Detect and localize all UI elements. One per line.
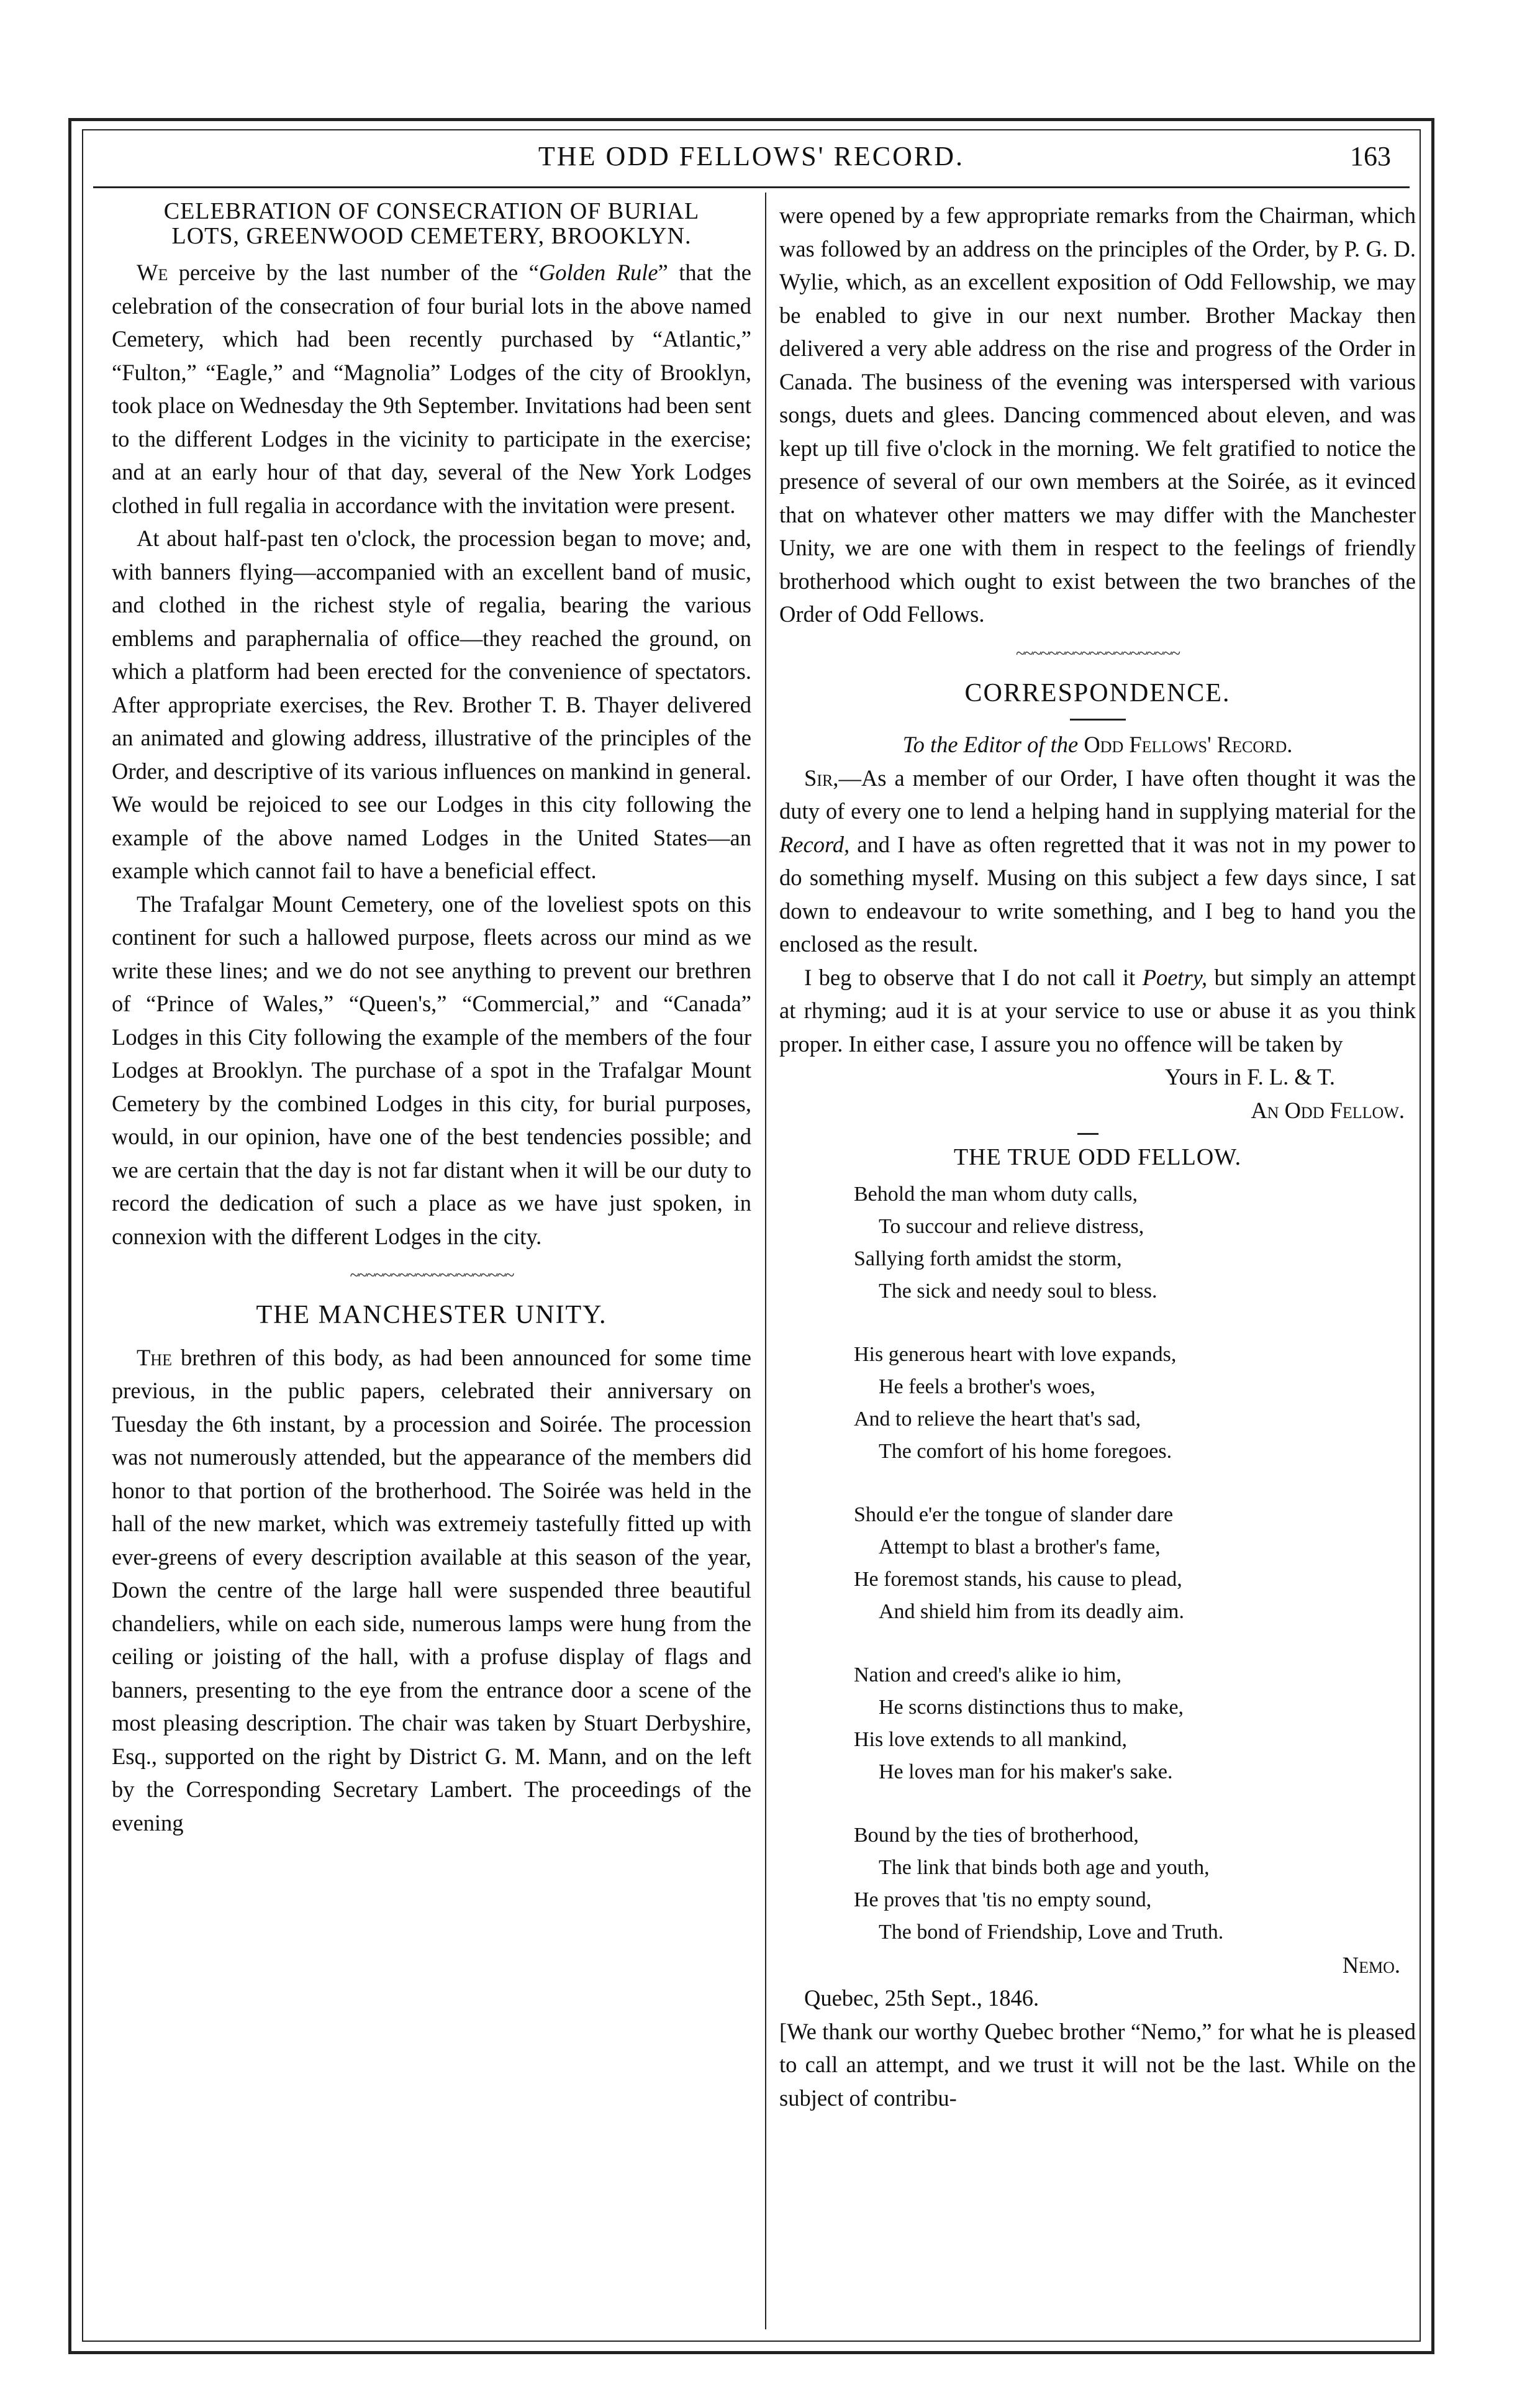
burial-paragraph-1: We perceive by the last number of the “Golden Rule” that the celebration of the consecration of four burial lots in the above named Cemetery, which had been recently purchased by “Atlantic,” “Fulton,” “Eagle,” and “Magnolia” Lodges of the city of Brooklyn, took place on Wednesday the 9th September. Invitations had been sent to the different Lodges in the vicinity to participate in the exercise; and at an early hour of that day, several of the New York Lodges clothed in full regalia in accordance with the invitation were present. xyxy=(112,260,751,518)
poem-stanza xyxy=(854,1819,1416,1949)
poem xyxy=(854,1178,1416,1949)
poem-line: Attempt to blast a brother's fame, xyxy=(879,1535,1161,1558)
poem-line: He loves man for his maker's sake. xyxy=(879,1760,1173,1783)
heading-rule xyxy=(1070,719,1126,721)
separator-rule xyxy=(1077,1133,1098,1135)
poem-line: To succour and relieve distress, xyxy=(879,1214,1144,1238)
manchester-continued: were opened by a few appropriate remarks from the Chairman, which was followed by an address on the principles of the Order, by P. G. D. Wylie, which, as an excellent exposition of Odd Fellowship, we may be enabled to give in our next number. Brother Mackay then delivered a very able address on the rise and progress of the Order in Canada. The business of the evening was interspersed with various songs, duets and glees. Dancing commenced about eleven, and was kept up till five o'clock in the morning. We felt gratified to notice the presence of several of our own members at the Soirée, as it evinced that on whatever other matters we may differ with the Manchester Unity, we are one with them in respect to the feelings of friendly brotherhood which ought to exist between the two branches of the Order of Odd Fellows. xyxy=(779,202,1416,627)
burial-heading-line-2: LOTS, GREENWOOD CEMETERY, BROOKLYN. xyxy=(171,223,692,249)
editor-salutation: To the Editor of the Odd Fellows' Record. xyxy=(902,732,1293,757)
running-header xyxy=(93,138,1410,181)
golden-rule-title: Golden Rule xyxy=(538,260,658,285)
poem-stanza xyxy=(854,1499,1416,1628)
dateline: Quebec, 25th Sept., 1846. xyxy=(804,1985,1040,2011)
letter-paragraph-2: I beg to observe that I do not call it Poetry, but simply an attempt at rhyming; aud it is at your service to use or abuse it as you think proper. In either case, I assure you no offence will be taken by xyxy=(779,964,1416,1057)
running-title: THE ODD FELLOWS' RECORD. xyxy=(538,141,965,171)
poem-line: He scorns distinctions thus to make, xyxy=(879,1695,1184,1719)
letter-paragraph-1: Sir,—As a member of our Order, I have often thought it was the duty of every one to lend a helping hand in supplying material for the Record, and I have as often regretted that it was not in my power to do something myself. Musing on this subject a few days since, I sat down to endeavour to write something, and I beg to hand you the enclosed as the result. xyxy=(779,765,1416,957)
poem-line: The link that binds both age and youth, xyxy=(879,1855,1210,1879)
poem-signature: Nemo. xyxy=(1342,1952,1400,1978)
page-number: 163 xyxy=(1350,141,1391,171)
poem-line: The sick and needy soul to bless. xyxy=(879,1279,1157,1303)
poem-line: The bond of Friendship, Love and Truth. xyxy=(879,1920,1224,1944)
poem-line: And shield him from its deadly aim. xyxy=(879,1599,1184,1623)
poem-line: His generous heart with love expands, xyxy=(854,1342,1177,1366)
poem-line: Behold the man whom duty calls, xyxy=(854,1182,1138,1206)
poem-line: He feels a brother's woes, xyxy=(879,1375,1095,1398)
poem-line: Bound by the ties of brotherhood, xyxy=(854,1823,1139,1847)
poem-line: He foremost stands, his cause to plead, xyxy=(854,1567,1182,1591)
left-column xyxy=(112,199,751,1839)
right-column xyxy=(779,199,1416,2114)
poem-line: The comfort of his home foregoes. xyxy=(879,1439,1172,1463)
correspondence-heading: CORRESPONDENCE. xyxy=(964,678,1231,707)
burial-heading xyxy=(112,199,751,248)
poem-line: His love extends to all mankind, xyxy=(854,1727,1128,1751)
section-ornament: ~~~~~~~~~~~~~~~~~~~~ xyxy=(1016,644,1179,663)
poem-line: Sallying forth amidst the storm, xyxy=(854,1247,1122,1270)
burial-paragraph-2: At about half-past ten o'clock, the procession began to move; and, with banners flying—accompanied with an excellent band of music, and clothed in the richest style of regalia, bearing the various emblems and paraphernalia of office—they reached the ground, on which a platform had been erected for the convenience of spectators. After appropriate exercises, the Rev. Brother T. B. Thayer delivered an animated and glowing address, illustrative of the principles of the Order, and descriptive of its various influences on mankind in general. We would be rejoiced to see our Lodges in this city following the example of the above named Lodges in the United States—an example which cannot fail to have a beneficial effect. xyxy=(112,525,751,883)
poem-stanza xyxy=(854,1339,1416,1468)
letter-closing: Yours in F. L. & T. xyxy=(1165,1064,1335,1090)
editor-note: [We thank our worthy Quebec brother “Nemo,” for what he is pleased to call an attempt, and we trust it will not be the last. While on the subject of contribu- xyxy=(779,2018,1416,2111)
header-rule xyxy=(93,186,1410,188)
letter-signature: An Odd Fellow. xyxy=(1251,1097,1405,1123)
poem-line: Should e'er the tongue of slander dare xyxy=(854,1503,1174,1526)
manchester-heading: THE MANCHESTER UNITY. xyxy=(256,1301,607,1329)
dropcap-the: The xyxy=(137,1344,172,1370)
dropcap-we: We xyxy=(137,260,168,285)
poem-stanza xyxy=(854,1178,1416,1308)
poem-line: He proves that 'tis no empty sound, xyxy=(854,1888,1152,1911)
poem-line: Nation and creed's alike io him, xyxy=(854,1663,1121,1686)
poem-title: THE TRUE ODD FELLOW. xyxy=(953,1144,1242,1170)
column-divider xyxy=(765,193,766,2329)
burial-paragraph-3: The Trafalgar Mount Cemetery, one of the loveliest spots on this continent for such a hallowed purpose, fleets across our mind as we write these lines; and we do not see anything to prevent our brethren of “Prince of Wales,” “Queen's,” “Commercial,” and “Canada” Lodges in this City following the example of the members of the four Lodges at Brooklyn. The purchase of a spot in the Trafalgar Mount Cemetery by the combined Lodges in this city, for burial purposes, would, in our opinion, have one of the best tendencies possible; and we are certain that the day is not far distant when it will be our duty to record the dedication of such a place as we have just spoken, in connexion with the different Lodges in the city. xyxy=(112,891,751,1249)
section-ornament: ~~~~~~~~~~~~~~~~~~~~ xyxy=(350,1266,514,1285)
poem-line: And to relieve the heart that's sad, xyxy=(854,1407,1141,1431)
manchester-paragraph: The brethren of this body, as had been announced for some time previous, in the public papers, celebrated their anniversary on Tuesday the 6th instant, by a procession and Soirée. The procession was not numerously attended, but the appearance of the members did honor to that portion of the brotherhood. The Soirée was held in the hall of the new market, which was extremeiy tastefully fitted up with ever-greens of every description available at this season of the year, Down the centre of the large hall were suspended three beautiful chandeliers, while on each side, numerous lamps were hung from the ceiling or joisting of the hall, with a profuse display of flags and banners, presenting to the eye from the entrance door a scene of the most pleasing description. The chair was taken by Stuart Derbyshire, Esq., supported on the right by District G. M. Mann, and on the left by the Corresponding Secretary Lambert. The proceedings of the evening xyxy=(112,1344,751,1836)
poem-stanza xyxy=(854,1659,1416,1788)
burial-heading-line-1: CELEBRATION OF CONSECRATION OF BURIAL xyxy=(163,198,700,224)
